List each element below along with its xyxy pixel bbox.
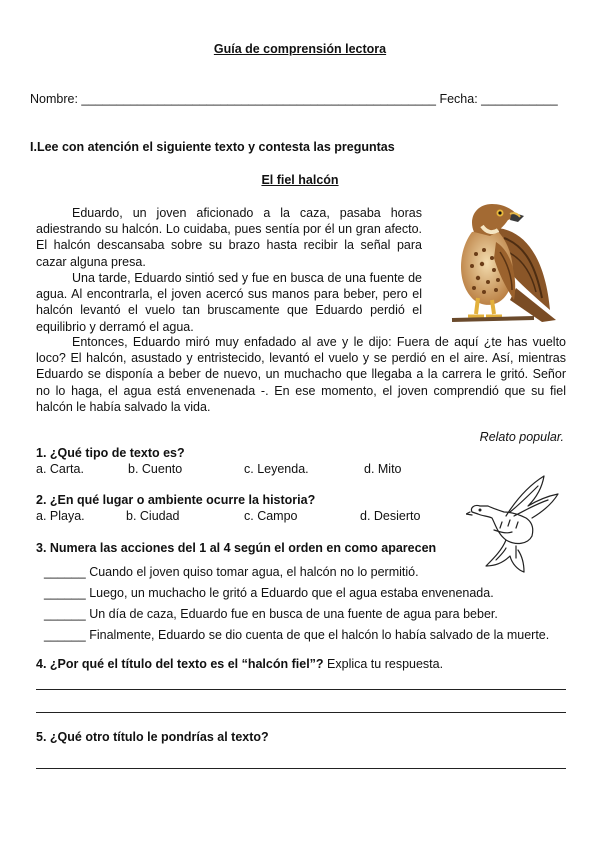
section-heading: I.Lee con atención el siguiente texto y contesta las preguntas [30,140,395,154]
action-2 [44,586,494,600]
answer-line-5[interactable] [36,768,566,769]
action-1-blank[interactable]: ______ [44,565,86,579]
q1-option-d[interactable]: d. Mito [364,462,402,476]
page-title: Guía de comprensión lectora [213,42,387,56]
action-4-text: Finalmente, Eduardo se dio cuenta de que el halcón lo había salvado de la muerte. [89,628,550,642]
question-5: 5. ¿Qué otro título le pondrías al texto? [36,730,269,744]
action-4-blank[interactable]: ______ [44,628,86,642]
name-label: Nombre: [30,92,78,106]
action-2-blank[interactable]: ______ [44,586,86,600]
date-label: Fecha: [439,92,478,106]
action-2-text: Luego, un muchacho le gritó a Eduardo que el agua estaba envenenada. [89,586,494,600]
name-date-line [30,92,570,106]
story-paragraph-1: Eduardo, un joven aficionado a la caza, pasaba horas adiestrando su halcón. Lo cuidaba, pues sentía por él un gran afecto. El halcón descansaba sobre su brazo hasta recibir la señal para cazar alguna presa. [36,206,422,269]
name-blank[interactable]: ___________________________________________________ [81,92,436,106]
action-3-blank[interactable]: ______ [44,607,86,621]
q2-option-c[interactable]: c. Campo [244,509,298,523]
question-4-text: 4. ¿Por qué el título del texto es el “halcón fiel”? [36,657,324,671]
q2-option-d[interactable]: d. Desierto [360,509,421,523]
question-2: 2. ¿En qué lugar o ambiente ocurre la historia? [36,493,316,507]
question-1-options [36,462,416,478]
q2-option-a[interactable]: a. Playa. [36,509,85,523]
answer-line-4b[interactable] [36,712,566,713]
q1-option-c[interactable]: c. Leyenda. [244,462,309,476]
story-paragraph-3: Entonces, Eduardo miró muy enfadado al ave y le dijo: Fuera de aquí ¿te has vuelto loco? El halcón, asustado y entristecido, levantó el vuelo y se perdió en el aire. Así, mientras Eduardo se disponía a beber de nuevo, un muchacho que llegaba a la carrera le gritó. Señor no lo haga, el agua está envenenada -. En ese momento, el joven comprendió que su fiel halcón le había salvado la vida. [36,335,566,414]
story-title: El fiel halcón [261,173,339,187]
question-3: 3. Numera las acciones del 1 al 4 según el orden en como aparecen [36,541,437,555]
date-blank[interactable]: ___________ [481,92,558,106]
q1-option-a[interactable]: a. Carta. [36,462,84,476]
question-4-instruction: Explica tu respuesta. [323,657,444,671]
action-3-text: Un día de caza, Eduardo fue en busca de una fuente de agua para beber. [89,607,498,621]
action-1 [44,565,419,579]
answer-line-4a[interactable] [36,689,566,690]
story-paragraph-2: Una tarde, Eduardo sintió sed y fue en busca de una fuente de agua. Al encontrarla, el joven acercó sus manos para beber, pero el halcón levantó el vuelo tan bruscamente que Eduardo perdió el equilibrio y derramó el agua. [36,271,422,334]
question-4 [36,657,443,671]
flying-bird-outline [466,470,562,574]
question-1: 1. ¿Qué tipo de texto es? [36,446,185,460]
action-4 [44,628,549,642]
action-3 [44,607,498,621]
question-2-options [36,509,436,525]
q1-option-b[interactable]: b. Cuento [128,462,183,476]
action-1-text: Cuando el joven quiso tomar agua, el halcón no lo permitió. [89,565,419,579]
story-source: Relato popular. [479,430,564,444]
hawk-illustration [438,192,564,326]
q2-option-b[interactable]: b. Ciudad [126,509,180,523]
